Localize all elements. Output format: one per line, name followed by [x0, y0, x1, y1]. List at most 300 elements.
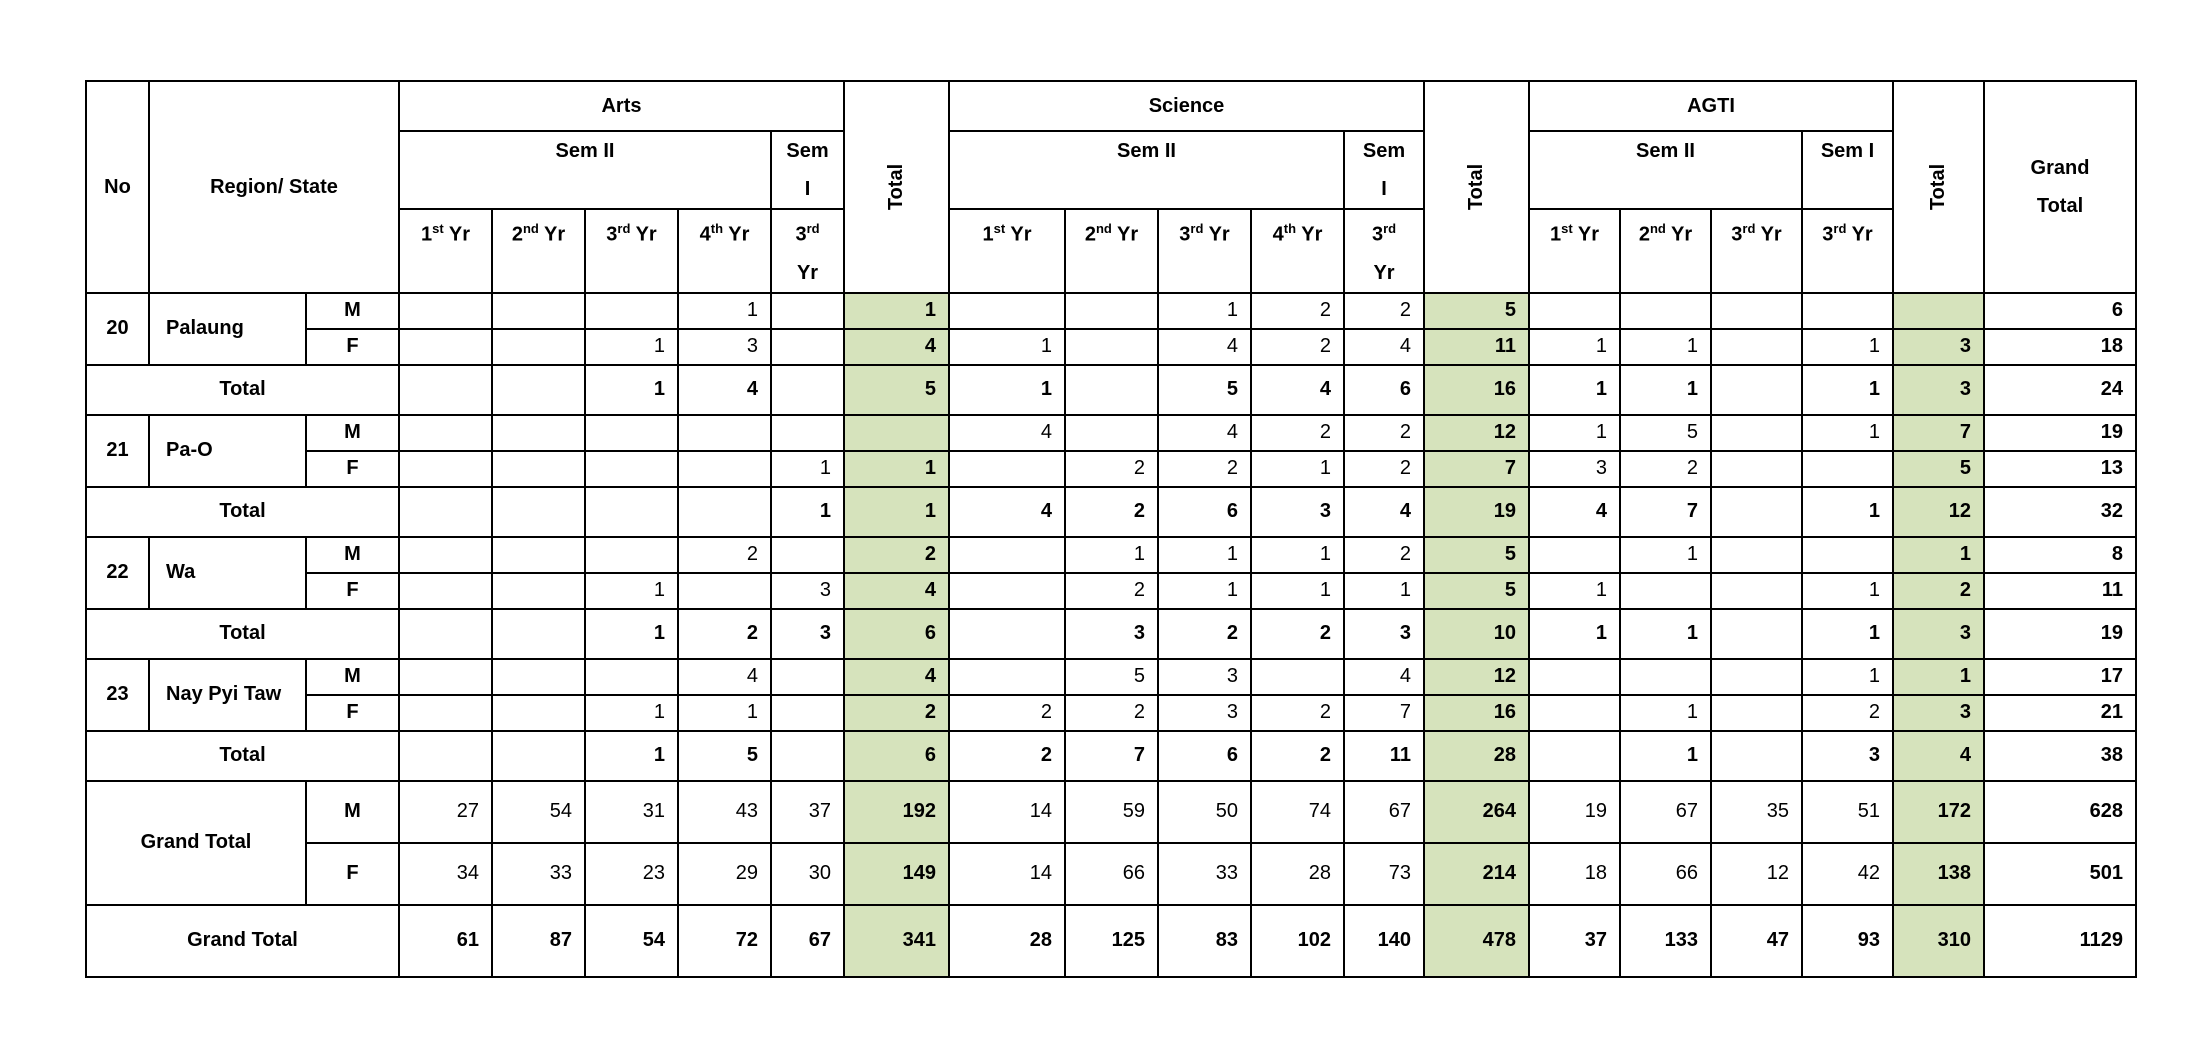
arts-year-header: 3rd Yr [585, 209, 678, 293]
female-cell: 3 [1158, 695, 1251, 731]
grand-female-cell: 34 [399, 843, 492, 905]
total-cell: 1 [1529, 365, 1620, 415]
male-cell [1802, 293, 1893, 329]
female-cell: 1 [1802, 573, 1893, 609]
grand-total-cell: 28 [949, 905, 1065, 977]
total-cell [1065, 365, 1158, 415]
total-cell: 1 [1620, 609, 1711, 659]
male-cell [585, 293, 678, 329]
total-cell: 7 [1065, 731, 1158, 781]
grand-total-cell: 72 [678, 905, 771, 977]
col-header-agti: AGTI [1529, 81, 1893, 131]
male-cell: 4 [1158, 415, 1251, 451]
total-cell: 1 [1529, 609, 1620, 659]
grand-male-cell: 192 [844, 781, 949, 843]
grand-total-all-row [86, 905, 2136, 977]
total-cell [492, 731, 585, 781]
male-cell: 1 [1529, 415, 1620, 451]
male-cell [1711, 537, 1802, 573]
grand-male-cell: 59 [1065, 781, 1158, 843]
science-year-header: 2nd Yr [1065, 209, 1158, 293]
grand-female-cell: 66 [1620, 843, 1711, 905]
total-cell: 1 [585, 609, 678, 659]
male-cell: 5 [1424, 537, 1529, 573]
total-cell: 7 [1620, 487, 1711, 537]
female-cell: 2 [1065, 695, 1158, 731]
grand-female-cell: 66 [1065, 843, 1158, 905]
grand-total-cell: 83 [1158, 905, 1251, 977]
science-sem2-header: Sem II [949, 131, 1344, 209]
female-cell: 4 [844, 329, 949, 365]
grand-total-row [86, 843, 2136, 905]
female-cell: 1 [1802, 329, 1893, 365]
female-cell: 1 [585, 329, 678, 365]
sex-label: M [306, 415, 399, 451]
male-cell [1251, 659, 1344, 695]
female-cell [949, 451, 1065, 487]
total-cell: 6 [1344, 365, 1424, 415]
total-cell: 2 [1251, 609, 1344, 659]
table-row [86, 537, 2136, 573]
total-cell: 3 [1344, 609, 1424, 659]
male-cell [1711, 659, 1802, 695]
grand-male-cell: 264 [1424, 781, 1529, 843]
female-cell [771, 695, 844, 731]
arts-year-header: 4th Yr [678, 209, 771, 293]
male-cell: 1 [1893, 659, 1984, 695]
grand-male-cell: 74 [1251, 781, 1344, 843]
science-sem1-header: Sem I [1344, 131, 1424, 209]
total-cell [399, 609, 492, 659]
arts-year-header: 1st Yr [399, 209, 492, 293]
total-cell: 1 [585, 365, 678, 415]
female-cell: 1 [1529, 573, 1620, 609]
grand-total-cell: 54 [585, 905, 678, 977]
male-cell [585, 537, 678, 573]
total-cell: 4 [1893, 731, 1984, 781]
arts-year-header: 3rd Yr [771, 209, 844, 293]
total-cell [492, 609, 585, 659]
grand-total-all-label: Grand Total [86, 905, 399, 977]
male-cell: 7 [1893, 415, 1984, 451]
male-cell [492, 415, 585, 451]
grand-female-cell: 12 [1711, 843, 1802, 905]
grand-total-cell: 93 [1802, 905, 1893, 977]
female-cell [492, 451, 585, 487]
arts-sem1-header: Sem I [771, 131, 844, 209]
male-cell: 5 [1620, 415, 1711, 451]
grand-total-cell: 87 [492, 905, 585, 977]
female-cell: 3 [678, 329, 771, 365]
female-cell: 5 [1424, 573, 1529, 609]
total-cell: 6 [844, 609, 949, 659]
grand-total-cell: 61 [399, 905, 492, 977]
total-cell: 2 [678, 609, 771, 659]
total-cell: 11 [1344, 731, 1424, 781]
sex-label: F [306, 329, 399, 365]
male-cell: 1 [678, 293, 771, 329]
male-cell: 2 [844, 537, 949, 573]
grand-male-cell: 67 [1620, 781, 1711, 843]
female-cell: 7 [1424, 451, 1529, 487]
female-cell: 1 [1158, 573, 1251, 609]
female-cell: 2 [844, 695, 949, 731]
total-cell: 24 [1984, 365, 2136, 415]
female-cell [1065, 329, 1158, 365]
female-cell: 1 [771, 451, 844, 487]
row-number: 21 [86, 415, 149, 487]
grand-total-label: Grand Total [86, 781, 306, 905]
female-cell: 4 [844, 573, 949, 609]
male-cell: 19 [1984, 415, 2136, 451]
science-year-header: 4th Yr [1251, 209, 1344, 293]
col-header-grand-total: Grand Total [1984, 81, 2136, 293]
female-cell [399, 695, 492, 731]
total-cell [585, 487, 678, 537]
total-cell [492, 487, 585, 537]
female-cell: 2 [1251, 329, 1344, 365]
sex-label: F [306, 573, 399, 609]
total-cell: 3 [771, 609, 844, 659]
male-cell [585, 415, 678, 451]
science-year-header: 3rd Yr [1344, 209, 1424, 293]
female-cell: 13 [1984, 451, 2136, 487]
female-cell [771, 329, 844, 365]
table-row [86, 573, 2136, 609]
male-cell [1529, 537, 1620, 573]
female-cell: 1 [1620, 695, 1711, 731]
total-cell [949, 609, 1065, 659]
table-row [86, 659, 2136, 695]
col-header-science: Science [949, 81, 1424, 131]
table-row-total [86, 487, 2136, 537]
total-cell: 1 [1802, 365, 1893, 415]
total-cell: 10 [1424, 609, 1529, 659]
row-number: 22 [86, 537, 149, 609]
male-cell [492, 293, 585, 329]
table-row [86, 329, 2136, 365]
female-cell [1711, 695, 1802, 731]
total-cell: 1 [771, 487, 844, 537]
grand-female-cell: 30 [771, 843, 844, 905]
male-cell [399, 537, 492, 573]
female-cell: 2 [1893, 573, 1984, 609]
total-cell: 5 [678, 731, 771, 781]
male-cell [399, 659, 492, 695]
total-cell: 4 [678, 365, 771, 415]
agti-year-header: 3rd Yr [1711, 209, 1802, 293]
grand-total-cell: 47 [1711, 905, 1802, 977]
total-cell [771, 731, 844, 781]
male-cell: 4 [1344, 659, 1424, 695]
female-cell [492, 329, 585, 365]
male-cell [771, 415, 844, 451]
agti-year-header: 2nd Yr [1620, 209, 1711, 293]
male-cell: 4 [844, 659, 949, 695]
male-cell: 1 [1158, 293, 1251, 329]
grand-female-cell: 73 [1344, 843, 1424, 905]
female-cell: 1 [1529, 329, 1620, 365]
male-cell [1802, 537, 1893, 573]
male-cell: 12 [1424, 659, 1529, 695]
female-cell [1802, 451, 1893, 487]
grand-female-cell: 501 [1984, 843, 2136, 905]
male-cell [492, 659, 585, 695]
col-header-agti-total: Total [1893, 81, 1984, 293]
female-cell: 7 [1344, 695, 1424, 731]
female-cell: 3 [1893, 695, 1984, 731]
enrollment-table [85, 80, 2137, 978]
total-cell: 2 [1065, 487, 1158, 537]
grand-total-cell: 67 [771, 905, 844, 977]
total-cell [1711, 365, 1802, 415]
total-cell [678, 487, 771, 537]
female-cell: 1 [1620, 329, 1711, 365]
total-cell: 4 [1344, 487, 1424, 537]
region-name: Nay Pyi Taw [149, 659, 306, 731]
grand-total-cell: 102 [1251, 905, 1344, 977]
female-cell [585, 451, 678, 487]
grand-total-cell: 1129 [1984, 905, 2136, 977]
female-cell: 11 [1984, 573, 2136, 609]
grand-male-cell: 35 [1711, 781, 1802, 843]
female-cell: 4 [1158, 329, 1251, 365]
female-cell: 2 [1802, 695, 1893, 731]
male-cell: 6 [1984, 293, 2136, 329]
male-cell [771, 537, 844, 573]
female-cell [1529, 695, 1620, 731]
grand-total-cell: 140 [1344, 905, 1424, 977]
male-cell: 1 [1802, 415, 1893, 451]
total-cell: 6 [1158, 731, 1251, 781]
male-cell: 2 [1251, 293, 1344, 329]
grand-male-cell: 14 [949, 781, 1065, 843]
region-name: Palaung [149, 293, 306, 365]
female-cell [1711, 329, 1802, 365]
grand-male-cell: 54 [492, 781, 585, 843]
male-cell [399, 415, 492, 451]
female-cell: 2 [1620, 451, 1711, 487]
male-cell: 1 [1065, 537, 1158, 573]
total-cell [492, 365, 585, 415]
male-cell: 17 [1984, 659, 2136, 695]
male-cell [1893, 293, 1984, 329]
female-cell [1711, 573, 1802, 609]
male-cell: 5 [1065, 659, 1158, 695]
row-number: 20 [86, 293, 149, 365]
female-cell [1711, 451, 1802, 487]
total-cell [1711, 487, 1802, 537]
male-cell [771, 659, 844, 695]
grand-male-cell: 31 [585, 781, 678, 843]
total-cell: 3 [1065, 609, 1158, 659]
male-cell [1620, 659, 1711, 695]
male-cell [949, 293, 1065, 329]
male-cell: 1 [1802, 659, 1893, 695]
grand-female-cell: 214 [1424, 843, 1529, 905]
male-cell: 1 [844, 293, 949, 329]
male-cell [678, 415, 771, 451]
grand-female-cell: 33 [492, 843, 585, 905]
female-cell: 5 [1893, 451, 1984, 487]
male-cell [1711, 293, 1802, 329]
female-cell [949, 573, 1065, 609]
female-cell [399, 451, 492, 487]
grand-male-cell: 43 [678, 781, 771, 843]
male-cell: 2 [1344, 415, 1424, 451]
female-cell [678, 573, 771, 609]
male-cell: 5 [1424, 293, 1529, 329]
total-label: Total [86, 487, 399, 537]
male-cell: 1 [1251, 537, 1344, 573]
male-cell: 3 [1158, 659, 1251, 695]
female-cell: 2 [1158, 451, 1251, 487]
total-cell [399, 487, 492, 537]
sex-label: M [306, 537, 399, 573]
grand-female-cell: 138 [1893, 843, 1984, 905]
grand-male-cell: 51 [1802, 781, 1893, 843]
table-row [86, 695, 2136, 731]
female-cell: 2 [1251, 695, 1344, 731]
table-row [86, 451, 2136, 487]
female-cell: 3 [771, 573, 844, 609]
female-cell: 21 [1984, 695, 2136, 731]
col-header-science-total: Total [1424, 81, 1529, 293]
sex-label: M [306, 293, 399, 329]
male-cell: 2 [1344, 537, 1424, 573]
grand-female-cell: 14 [949, 843, 1065, 905]
total-cell: 3 [1802, 731, 1893, 781]
grand-male-cell: 172 [1893, 781, 1984, 843]
total-cell: 4 [1251, 365, 1344, 415]
agti-year-header: 3rd Yr [1802, 209, 1893, 293]
male-cell [1529, 659, 1620, 695]
agti-year-header: 1st Yr [1529, 209, 1620, 293]
female-cell: 1 [949, 329, 1065, 365]
total-cell: 3 [1893, 609, 1984, 659]
sex-label: M [306, 781, 399, 843]
table-row [86, 415, 2136, 451]
total-cell: 3 [1893, 365, 1984, 415]
total-cell [1711, 731, 1802, 781]
total-cell: 4 [949, 487, 1065, 537]
total-cell: 12 [1893, 487, 1984, 537]
male-cell [1711, 415, 1802, 451]
sex-label: F [306, 843, 399, 905]
total-cell: 1 [1802, 609, 1893, 659]
total-cell: 19 [1424, 487, 1529, 537]
table-row-total [86, 609, 2136, 659]
total-cell: 5 [1158, 365, 1251, 415]
female-cell [1620, 573, 1711, 609]
region-name: Wa [149, 537, 306, 609]
total-cell: 6 [844, 731, 949, 781]
grand-total-cell: 478 [1424, 905, 1529, 977]
grand-female-cell: 42 [1802, 843, 1893, 905]
male-cell [1065, 293, 1158, 329]
grand-total-cell: 341 [844, 905, 949, 977]
female-cell: 1 [1344, 573, 1424, 609]
arts-sem2-header: Sem II [399, 131, 771, 209]
female-cell: 18 [1984, 329, 2136, 365]
female-cell: 16 [1424, 695, 1529, 731]
male-cell [1065, 415, 1158, 451]
grand-total-cell: 37 [1529, 905, 1620, 977]
total-cell: 1 [1802, 487, 1893, 537]
male-cell [949, 537, 1065, 573]
arts-year-header: 2nd Yr [492, 209, 585, 293]
female-cell: 1 [585, 695, 678, 731]
sex-label: M [306, 659, 399, 695]
total-cell: 1 [1620, 365, 1711, 415]
total-cell: 5 [844, 365, 949, 415]
total-cell: 1 [949, 365, 1065, 415]
grand-male-cell: 67 [1344, 781, 1424, 843]
table-row-total [86, 365, 2136, 415]
female-cell: 1 [585, 573, 678, 609]
total-cell: 2 [1158, 609, 1251, 659]
female-cell: 11 [1424, 329, 1529, 365]
total-cell: 32 [1984, 487, 2136, 537]
female-cell: 2 [1065, 573, 1158, 609]
grand-female-cell: 29 [678, 843, 771, 905]
row-number: 23 [86, 659, 149, 731]
grand-male-cell: 27 [399, 781, 492, 843]
total-cell: 38 [1984, 731, 2136, 781]
total-cell: 1 [844, 487, 949, 537]
col-header-region: Region/ State [149, 81, 399, 293]
female-cell [492, 695, 585, 731]
grand-male-cell: 628 [1984, 781, 2136, 843]
male-cell: 4 [678, 659, 771, 695]
grand-male-cell: 37 [771, 781, 844, 843]
male-cell: 2 [1251, 415, 1344, 451]
male-cell [771, 293, 844, 329]
male-cell: 8 [1984, 537, 2136, 573]
sex-label: F [306, 695, 399, 731]
female-cell: 3 [1529, 451, 1620, 487]
male-cell [844, 415, 949, 451]
male-cell [949, 659, 1065, 695]
female-cell [399, 329, 492, 365]
male-cell [492, 537, 585, 573]
female-cell [492, 573, 585, 609]
male-cell: 4 [949, 415, 1065, 451]
male-cell: 1 [1620, 537, 1711, 573]
agti-sem1-header: Sem I [1802, 131, 1893, 209]
female-cell: 3 [1893, 329, 1984, 365]
grand-female-cell: 18 [1529, 843, 1620, 905]
total-label: Total [86, 731, 399, 781]
female-cell: 2 [1344, 451, 1424, 487]
total-cell: 28 [1424, 731, 1529, 781]
total-cell: 2 [1251, 731, 1344, 781]
grand-total-cell: 133 [1620, 905, 1711, 977]
table-row-total [86, 731, 2136, 781]
sex-label: F [306, 451, 399, 487]
grand-female-cell: 23 [585, 843, 678, 905]
science-year-header: 1st Yr [949, 209, 1065, 293]
female-cell: 1 [844, 451, 949, 487]
total-cell: 4 [1529, 487, 1620, 537]
total-cell: 6 [1158, 487, 1251, 537]
grand-female-cell: 149 [844, 843, 949, 905]
female-cell [399, 573, 492, 609]
total-cell [399, 365, 492, 415]
female-cell [678, 451, 771, 487]
col-header-arts-total: Total [844, 81, 949, 293]
total-cell [1529, 731, 1620, 781]
